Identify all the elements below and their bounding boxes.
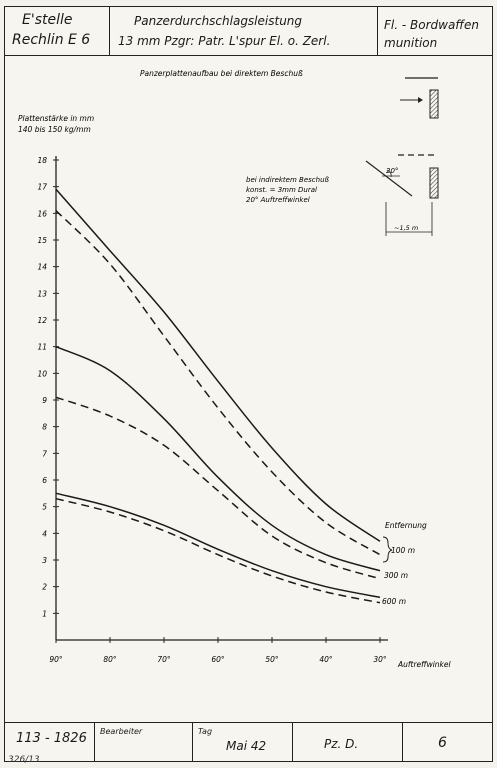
series-line-100m-solid [56, 189, 380, 541]
scribble-note: 326/13 [8, 755, 40, 765]
footer-date-cell [192, 723, 293, 761]
y-tick-label: 11 [37, 342, 47, 352]
series-line-100m-dashed [56, 211, 380, 555]
footer-page-cell [402, 723, 493, 761]
series-label-100m: 100 m [391, 546, 416, 555]
indirect-line1: bei indirektem Beschuß [246, 176, 329, 184]
y-tick-label: 2 [42, 582, 47, 592]
y-tick-label: 14 [37, 262, 47, 272]
y-tick-label: 18 [37, 156, 47, 165]
y-tick-label: 16 [37, 209, 47, 219]
title-line1: Panzerdurchschlagsleistung [134, 14, 303, 28]
x-tick-label: 80° [103, 655, 117, 664]
y-tick-label: 15 [37, 236, 47, 245]
diagram-heading: Panzerplattenaufbau bei direktem Beschuß [140, 69, 303, 78]
x-tick-label: 60° [211, 655, 225, 664]
series-label-600m: 600 m [382, 597, 407, 606]
y-tick-label: 5 [42, 502, 47, 512]
series-line-600m-dashed [56, 499, 380, 603]
y-tick-label: 3 [42, 556, 47, 565]
distance-label: ~1,5 m [394, 224, 419, 232]
footer-code-cell [292, 723, 403, 761]
title-line2: 13 mm Pzgr: Patr. L'spur El. o. Zerl. [118, 34, 331, 48]
y-axis-label-line1: Plattenstärke in mm [18, 114, 95, 123]
angle-label: 20° [386, 167, 399, 175]
y-tick-label: 7 [42, 449, 47, 459]
x-tick-label: 40° [319, 655, 333, 664]
y-tick-label: 10 [37, 369, 47, 379]
direct-fire-sketch [400, 78, 438, 118]
y-tick-label: 6 [42, 476, 47, 485]
series-label-300m: 300 m [384, 571, 409, 580]
x-axis-label: Auftreffwinkel [398, 660, 451, 669]
footer-editor-cell [94, 723, 193, 761]
y-tick-label: 13 [37, 289, 47, 299]
doc-number: 113 - 1826 [16, 731, 87, 746]
y-axis-label-line2: 140 bis 150 kg/mm [18, 125, 91, 134]
dept-line2: Rechlin E 6 [12, 32, 91, 48]
legend-title: Entfernung [385, 521, 427, 530]
y-tick-label: 8 [42, 422, 47, 432]
page-number: 6 [438, 735, 447, 751]
indirect-line2: konst. = 3mm Dural [246, 186, 317, 194]
category-line2: munition [384, 36, 438, 50]
date-value: Mai 42 [226, 739, 267, 753]
y-tick-label: 1 [42, 609, 47, 619]
indirect-line3: 20° Auftreffwinkel [246, 196, 310, 204]
y-tick-label: 12 [37, 316, 47, 325]
code-value: Pz. D. [324, 737, 359, 751]
x-tick-label: 30° [373, 655, 387, 664]
date-label: Tag [198, 727, 213, 736]
series-line-300m-dashed [56, 397, 380, 578]
y-tick-label: 4 [42, 529, 47, 539]
dept-line1: E'stelle [22, 12, 73, 28]
y-tick-label: 9 [42, 396, 47, 405]
y-tick-label: 17 [37, 182, 47, 192]
chart-axes [37, 156, 388, 664]
x-tick-label: 70° [157, 655, 171, 664]
category-line1: Fl. - Bordwaffen [384, 18, 479, 32]
editor-label: Bearbeiter [100, 727, 143, 736]
x-tick-label: 50° [265, 655, 279, 664]
x-tick-label: 90° [49, 655, 63, 664]
chart-series [56, 189, 380, 602]
footer [4, 722, 493, 762]
